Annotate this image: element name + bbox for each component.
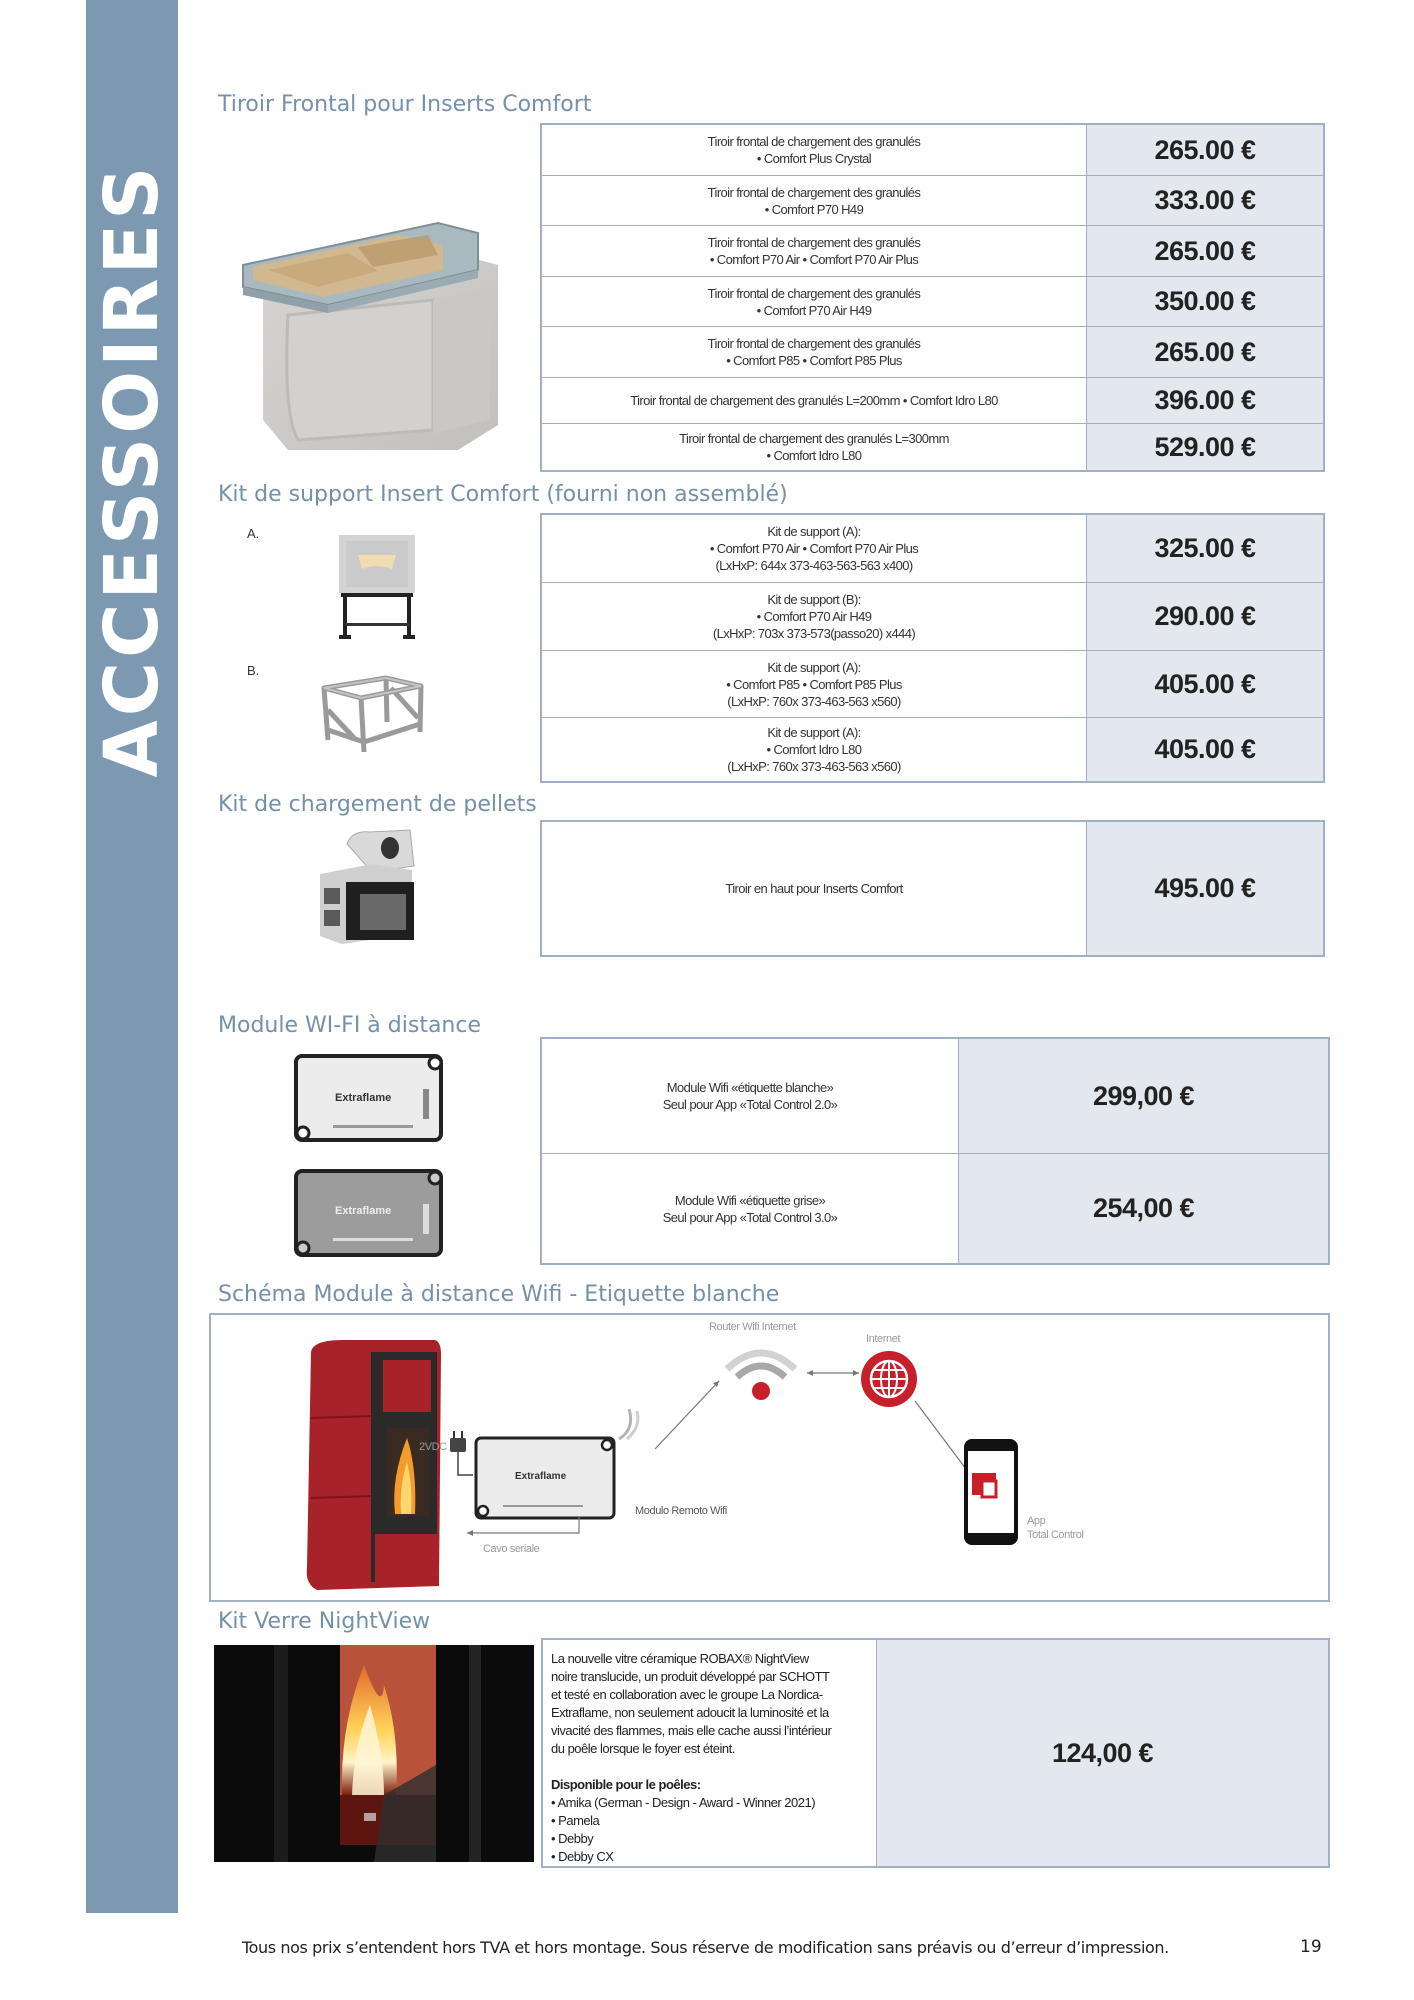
row-description [542,327,1086,377]
desc-line: • Comfort P85 • Comfort P85 Plus [726,676,902,692]
section-title-kit-support: Kit de support Insert Comfort (fourni non assemblé) [218,482,788,507]
desc-line: Tiroir frontal de chargement des granulés [707,184,921,200]
row-price: 299,00 € [958,1039,1328,1153]
row-description [542,651,1086,717]
available-item: • Amika (German - Design - Award - Winner 2021) [551,1795,816,1810]
module-label: Modulo Remoto Wifi [635,1505,727,1517]
row-description [542,1039,958,1153]
desc-line: Kit de support (A): [767,725,861,740]
desc-line: Seul pour App «Total Control 3.0» [662,1209,838,1225]
module-router-arrow [649,1375,729,1455]
desc-line: (LxHxP: 760x 373-463-563 x560) [727,693,901,709]
desc-line: (LxHxP: 703x 373-573(passo20) x444) [712,626,916,641]
kit-chargement-image [312,826,427,946]
tiroir-frontal-image [228,175,518,465]
support-kit-b-image [316,670,428,755]
available-item: • Pamela [551,1813,600,1828]
desc-line: Tiroir frontal de chargement des granulés L=300mm [679,431,949,446]
table-row [542,125,1323,175]
desc-line: Tiroir frontal de chargement des granulés [707,336,921,351]
tiroir-frontal-table [540,123,1325,472]
desc-line: • Comfort P70 Air • Comfort P70 Air Plus [709,252,919,267]
smartphone-app-icon [962,1437,1020,1547]
section-title-schema: Schéma Module à distance Wifi - Etiquette blanche [218,1282,780,1307]
desc-line: noire translucide, un produit développé par SCHOTT [551,1669,830,1684]
row-description [542,583,1086,650]
desc-line: et testé en collaboration avec le groupe La Nordica- [551,1687,823,1702]
serial-cable-line [463,1515,583,1539]
router-wifi-icon [721,1343,801,1403]
row-description [542,277,1086,326]
desc-line: • Comfort P70 Air H49 [756,609,872,624]
row-price: 265.00 € [1086,125,1323,175]
table-row [543,1640,1328,1866]
app-label-line2: Total Control [1027,1529,1084,1541]
row-description [542,515,1086,582]
desc-line: Tiroir frontal de chargement des granulés [707,235,921,250]
desc-line: • Comfort P70 Air • Comfort P70 Air Plus [709,541,919,556]
row-description [542,378,1086,423]
section-title-nightview: Kit Verre NightView [218,1609,431,1634]
available-item: • Debby [551,1831,594,1846]
support-kit-a-image [336,533,418,641]
desc-line: Kit de support (B): [767,592,861,607]
section-title-kit-chargement: Kit de chargement de pellets [218,792,537,817]
row-description [542,718,1086,781]
desc-line: La nouvelle vitre céramique ROBAX® NightView [551,1651,809,1666]
desc-line: • Comfort P85 • Comfort P85 Plus [726,353,902,368]
wifi-module-white-image [293,1053,448,1145]
power-label: 2VDC [419,1441,447,1453]
table-row [542,225,1323,276]
desc-line: Module Wifi «étiquette grise» [674,1192,826,1208]
row-price: 265.00 € [1086,226,1323,276]
table-row [542,423,1323,470]
row-price: 495.00 € [1086,822,1323,955]
row-description [542,424,1086,470]
device-brand-label: Extraflame [335,1092,392,1104]
available-item: • Debby CX [551,1849,614,1864]
wifi-signal-icon [615,1403,651,1443]
desc-line: Kit de support (A): [767,524,861,539]
table-row [542,515,1323,582]
wifi-module-grey-image [293,1168,448,1260]
row-price: 396.00 € [1086,378,1323,423]
table-row [542,1153,1328,1263]
internet-globe-icon [859,1349,919,1409]
page-number: 19 [1300,1937,1322,1957]
row-price: 405.00 € [1086,651,1323,717]
row-price: 350.00 € [1086,277,1323,326]
sidebar-band [86,0,178,1913]
table-row [542,175,1323,225]
router-label: Router Wifi Internet [709,1321,796,1333]
section-title-module-wifi: Module WI-FI à distance [218,1013,482,1038]
table-row [542,276,1323,326]
desc-line: Tiroir frontal de chargement des granulés L=200mm • Comfort Idro L80 [630,393,998,408]
desc-line: du poêle lorsque le foyer est éteint. [551,1741,735,1756]
desc-line: Tiroir frontal de chargement des granulés [707,134,921,149]
available-heading: Disponible pour le poêles: [551,1777,701,1792]
desc-line: • Comfort Idro L80 [766,742,862,757]
desc-line: Kit de support (A): [767,659,861,675]
internet-label: Internet [866,1333,901,1345]
desc-line: Module Wifi «étiquette blanche» [666,1080,834,1095]
desc-line: (LxHxP: 644x 373-463-563-563 x400) [715,558,913,573]
row-price: 529.00 € [1086,424,1323,470]
desc-line: • Comfort Idro L80 [766,448,862,463]
row-description [542,176,1086,225]
stove-illustration [303,1338,443,1594]
power-plug-icon [447,1429,475,1493]
table-row [542,717,1323,781]
nightview-description [543,1640,876,1866]
desc-line: Tiroir frontal de chargement des granulés [707,285,921,301]
label-b: B. [247,663,260,678]
footer-note: Tous nos prix s’entendent hors TVA et hors montage. Sous réserve de modification sans préavis ou d’erreur d’impression. [242,1938,1169,1957]
cable-label: Cavo seriale [483,1543,540,1555]
desc-line: • Comfort P70 Air H49 [756,302,872,318]
sidebar-label: ACCESSOIRES [89,162,175,778]
row-description: Tiroir en haut pour Inserts Comfort [725,881,903,896]
label-a: A. [247,526,260,541]
table-row [542,1039,1328,1153]
row-price: 290.00 € [1086,583,1323,650]
remote-module-illustration [473,1435,621,1523]
row-description [542,1154,958,1263]
kit-chargement-table [540,820,1325,957]
row-price: 333.00 € [1086,176,1323,225]
desc-line: Seul pour App «Total Control 2.0» [662,1097,838,1112]
row-price: 124,00 € [876,1640,1328,1866]
device-brand-label: Extraflame [335,1205,392,1217]
nightview-table [541,1638,1330,1868]
row-price: 325.00 € [1086,515,1323,582]
nightview-image [214,1645,534,1862]
table-row [542,377,1323,423]
desc-line: • Comfort Plus Crystal [756,151,872,166]
section-title-tiroir-frontal: Tiroir Frontal pour Inserts Comfort [218,92,592,117]
table-row [542,582,1323,650]
router-internet-arrow [803,1367,863,1379]
desc-line: • Comfort P70 H49 [764,201,864,217]
table-row [542,822,1323,955]
kit-support-table [540,513,1325,783]
desc-line: vivacité des flammes, mais elle cache aussi l’intérieur [551,1723,832,1738]
row-price: 265.00 € [1086,327,1323,377]
row-price: 405.00 € [1086,718,1323,781]
app-label-line1: App [1027,1515,1046,1527]
device-brand-label: Extraflame [515,1471,567,1482]
schema-diagram [209,1313,1330,1602]
desc-line: Extraflame, non seulement adoucit la luminosité et la [551,1705,829,1720]
row-price: 254,00 € [958,1154,1328,1263]
row-description [542,125,1086,175]
row-description [542,226,1086,276]
table-row [542,650,1323,717]
module-wifi-table [540,1037,1330,1265]
desc-line: (LxHxP: 760x 373-463-563 x560) [727,759,901,774]
table-row [542,326,1323,377]
